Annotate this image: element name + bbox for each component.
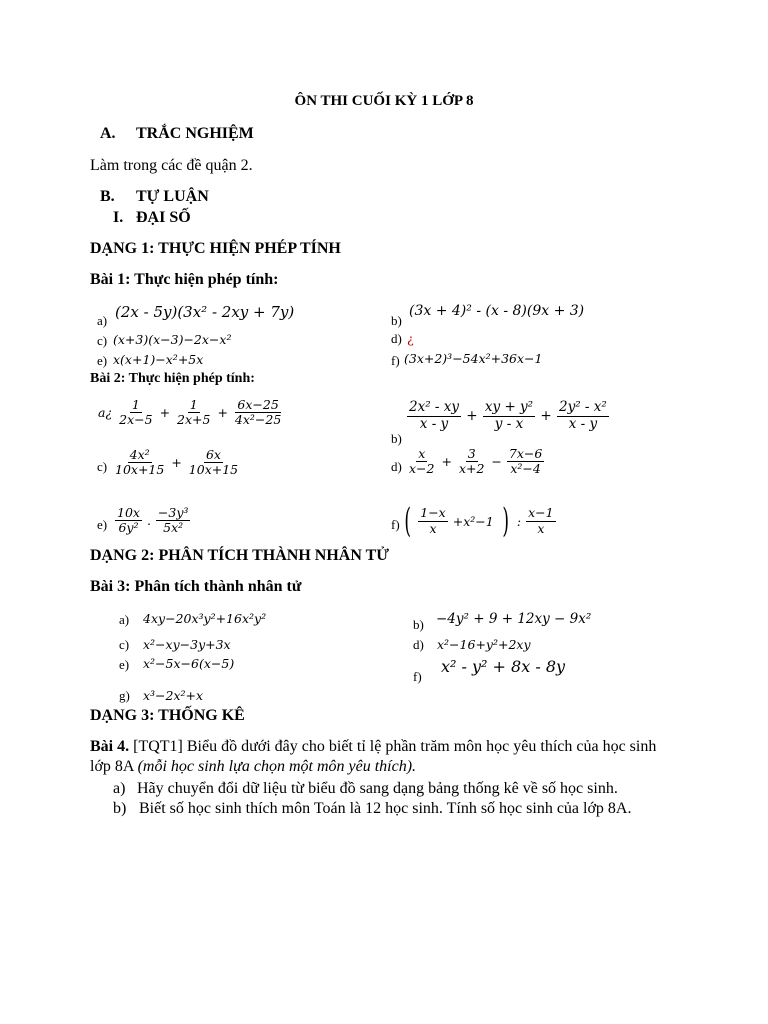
bai2-c-label: c) [97,459,108,474]
bai2-a-expression: a¿ $\frac{1}{2x-5}$ + $\frac{1}{2x+5}$ + $\frac{6x-25}{\text{4x²−25}}$ [98,397,282,428]
bai4-a-label: a) [113,780,126,797]
bai1-b-expression: (3x + 4)² - (x - 8)(9x + 3) [409,303,585,319]
bai3-d-expression: x²−16+y²+2xy [437,637,531,652]
dang2-heading: DẠNG 2: PHÂN TÍCH THÀNH NHÂN TỬ [90,547,389,564]
bai2-a-fraction-1: $\frac{1}{2x-5}$ [119,397,153,428]
bai2-e-label: e) [97,517,108,532]
bai1-f-label: f) [391,353,400,368]
bai2-a-prefix: a¿ [98,405,113,421]
bai2-b-fraction-1: $\frac{\text{2x² - xy}}{x - y}$ [409,399,459,432]
bai2-c-expression: $\frac{\text{4x²}}{10x+15}$ + $\frac{6x}{10x+15}$ [115,447,239,478]
bai1-d-expression: ¿ [407,331,414,346]
bai4-text-2: lớp 8A [90,758,138,775]
section-a-number: A. [100,125,116,142]
bai2-f-fraction-2: $\frac{x-1}{x}$ [528,505,554,536]
bai4-line-1 [90,738,656,756]
bai4-b-label: b) [113,800,127,817]
section-a-heading: TRẮC NGHIỆM [136,125,254,142]
bai2-f-middle: +x²−1 [452,513,494,529]
bai1-c-label: c) [97,333,108,348]
bai4-text-1: [TQT1] Biểu đồ dưới đây cho biết tỉ lệ phần trăm môn học yêu thích của học sinh [129,738,657,755]
bai4-italic-note: (mỗi học sinh lựa chọn một môn yêu thích). [137,758,417,775]
bai3-e-label: e) [119,657,130,672]
bai3-a-expression: 4xy−20x³y²+16x²y² [143,611,267,626]
bai4-a-text: Hãy chuyển đổi dữ liệu từ biểu đồ sang dạng bảng thống kê về số học sinh. [137,780,618,797]
bai4-label: Bài 4. [90,738,130,755]
bai1-heading: Bài 1: Thực hiện phép tính: [90,271,279,288]
bai3-a-label: a) [119,612,130,627]
bai2-b-fraction-3: $\frac{\text{2y² - x²}}{x - y}$ [559,399,607,432]
bai1-c-expression: (x+3)(x−3)−2x−x² [113,332,232,347]
bai2-d-fraction-1: $\frac{x}{x-2}$ [409,446,435,477]
dang1-heading: DẠNG 1: THỰC HIỆN PHÉP TÍNH [90,240,341,257]
bai3-heading: Bài 3: Phân tích thành nhân tử [90,578,302,595]
bai4-b-text: Biết số học sinh thích môn Toán là 12 học sinh. Tính số học sinh của lớp 8A. [139,800,632,817]
bai2-c-fraction-2: $\frac{6x}{10x+15}$ [188,447,239,478]
bai3-c-label: c) [119,637,130,652]
bai3-d-label: d) [413,637,424,652]
bai1-a-expression: (2x - 5y)(3x² - 2xy + 7y) [115,303,295,321]
bai3-b-label: b) [413,617,424,632]
bai1-e-label: e) [97,353,108,368]
bai2-d-fraction-2: $\frac{3}{x+2}$ [458,446,485,477]
bai1-e-expression: x(x+1)−x²+5x [113,352,204,367]
bai2-f-expression: ( $\frac{1-x}{x}$ +x²−1 ) : $\frac{x-1}{x}$ [404,501,554,541]
bai3-b-expression: −4y² + 9 + 12xy − 9x² [436,611,592,627]
section-b-number: B. [100,188,115,205]
bai3-g-expression: x³−2x²+x [143,688,204,703]
bai2-e-fraction-1: $\frac{10x}{\text{6y²}}$ [117,505,140,536]
bai2-b-expression: $\frac{\text{2x² - xy}}{x - y}$ + $\frac{\text{xy + y²}}{y - x}$ + $\frac{\text{2y² - x²}}{x - y}$ [409,399,607,432]
bai2-b-label: b) [391,431,402,446]
bai2-f-label: f) [391,517,400,532]
bai2-a-fraction-3: $\frac{6x-25}{\text{4x²−25}}$ [234,397,282,428]
bai1-f-expression: (3x+2)³−54x²+36x−1 [404,351,543,366]
dang3-heading: DẠNG 3: THỐNG KÊ [90,707,245,724]
bai2-d-fraction-3: $\frac{7x-6}{\text{x²−4}}$ [508,446,543,477]
section-b1-heading: ĐẠI SỐ [136,209,191,226]
bai2-e-fraction-2: $\frac{\text{−3y³}}{\text{5x²}}$ [157,505,189,536]
bai1-d-label: d) [391,331,402,346]
bai2-d-label: d) [391,459,402,474]
bai3-g-label: g) [119,688,130,703]
bai3-c-expression: x²−xy−3y+3x [143,637,231,652]
bai2-heading: Bài 2: Thực hiện phép tính: [90,371,255,386]
bai4-line-2 [90,758,416,776]
bai3-e-expression: x²−5x−6(x−5) [143,656,235,671]
section-b-heading: TỰ LUẬN [136,188,209,205]
bai2-a-fraction-2: $\frac{1}{2x+5}$ [177,397,211,428]
bai3-f-expression: x² - y² + 8x - 8y [441,657,566,676]
bai2-c-fraction-1: $\frac{\text{4x²}}{10x+15}$ [115,447,165,478]
bai2-f-fraction-1: $\frac{1-x}{x}$ [420,505,446,536]
bai3-f-label: f) [413,669,422,684]
page-title: ÔN THI CUỐI KỲ 1 LỚP 8 [294,93,474,109]
section-a-text: Làm trong các đề quận 2. [90,157,253,174]
bai2-b-fraction-2: $\frac{\text{xy + y²}}{y - x}$ [484,399,534,432]
bai1-a-label: a) [97,313,108,328]
bai2-d-expression: $\frac{x}{x-2}$ + $\frac{3}{x+2}$ − $\frac{7x-6}{\text{x²−4}}$ [409,446,543,477]
section-b1-number: I. [113,209,124,226]
bai2-e-expression: $\frac{10x}{\text{6y²}}$ . $\frac{\text{−3y³}}{\text{5x²}}$ [117,505,189,536]
bai1-b-label: b) [391,313,402,328]
